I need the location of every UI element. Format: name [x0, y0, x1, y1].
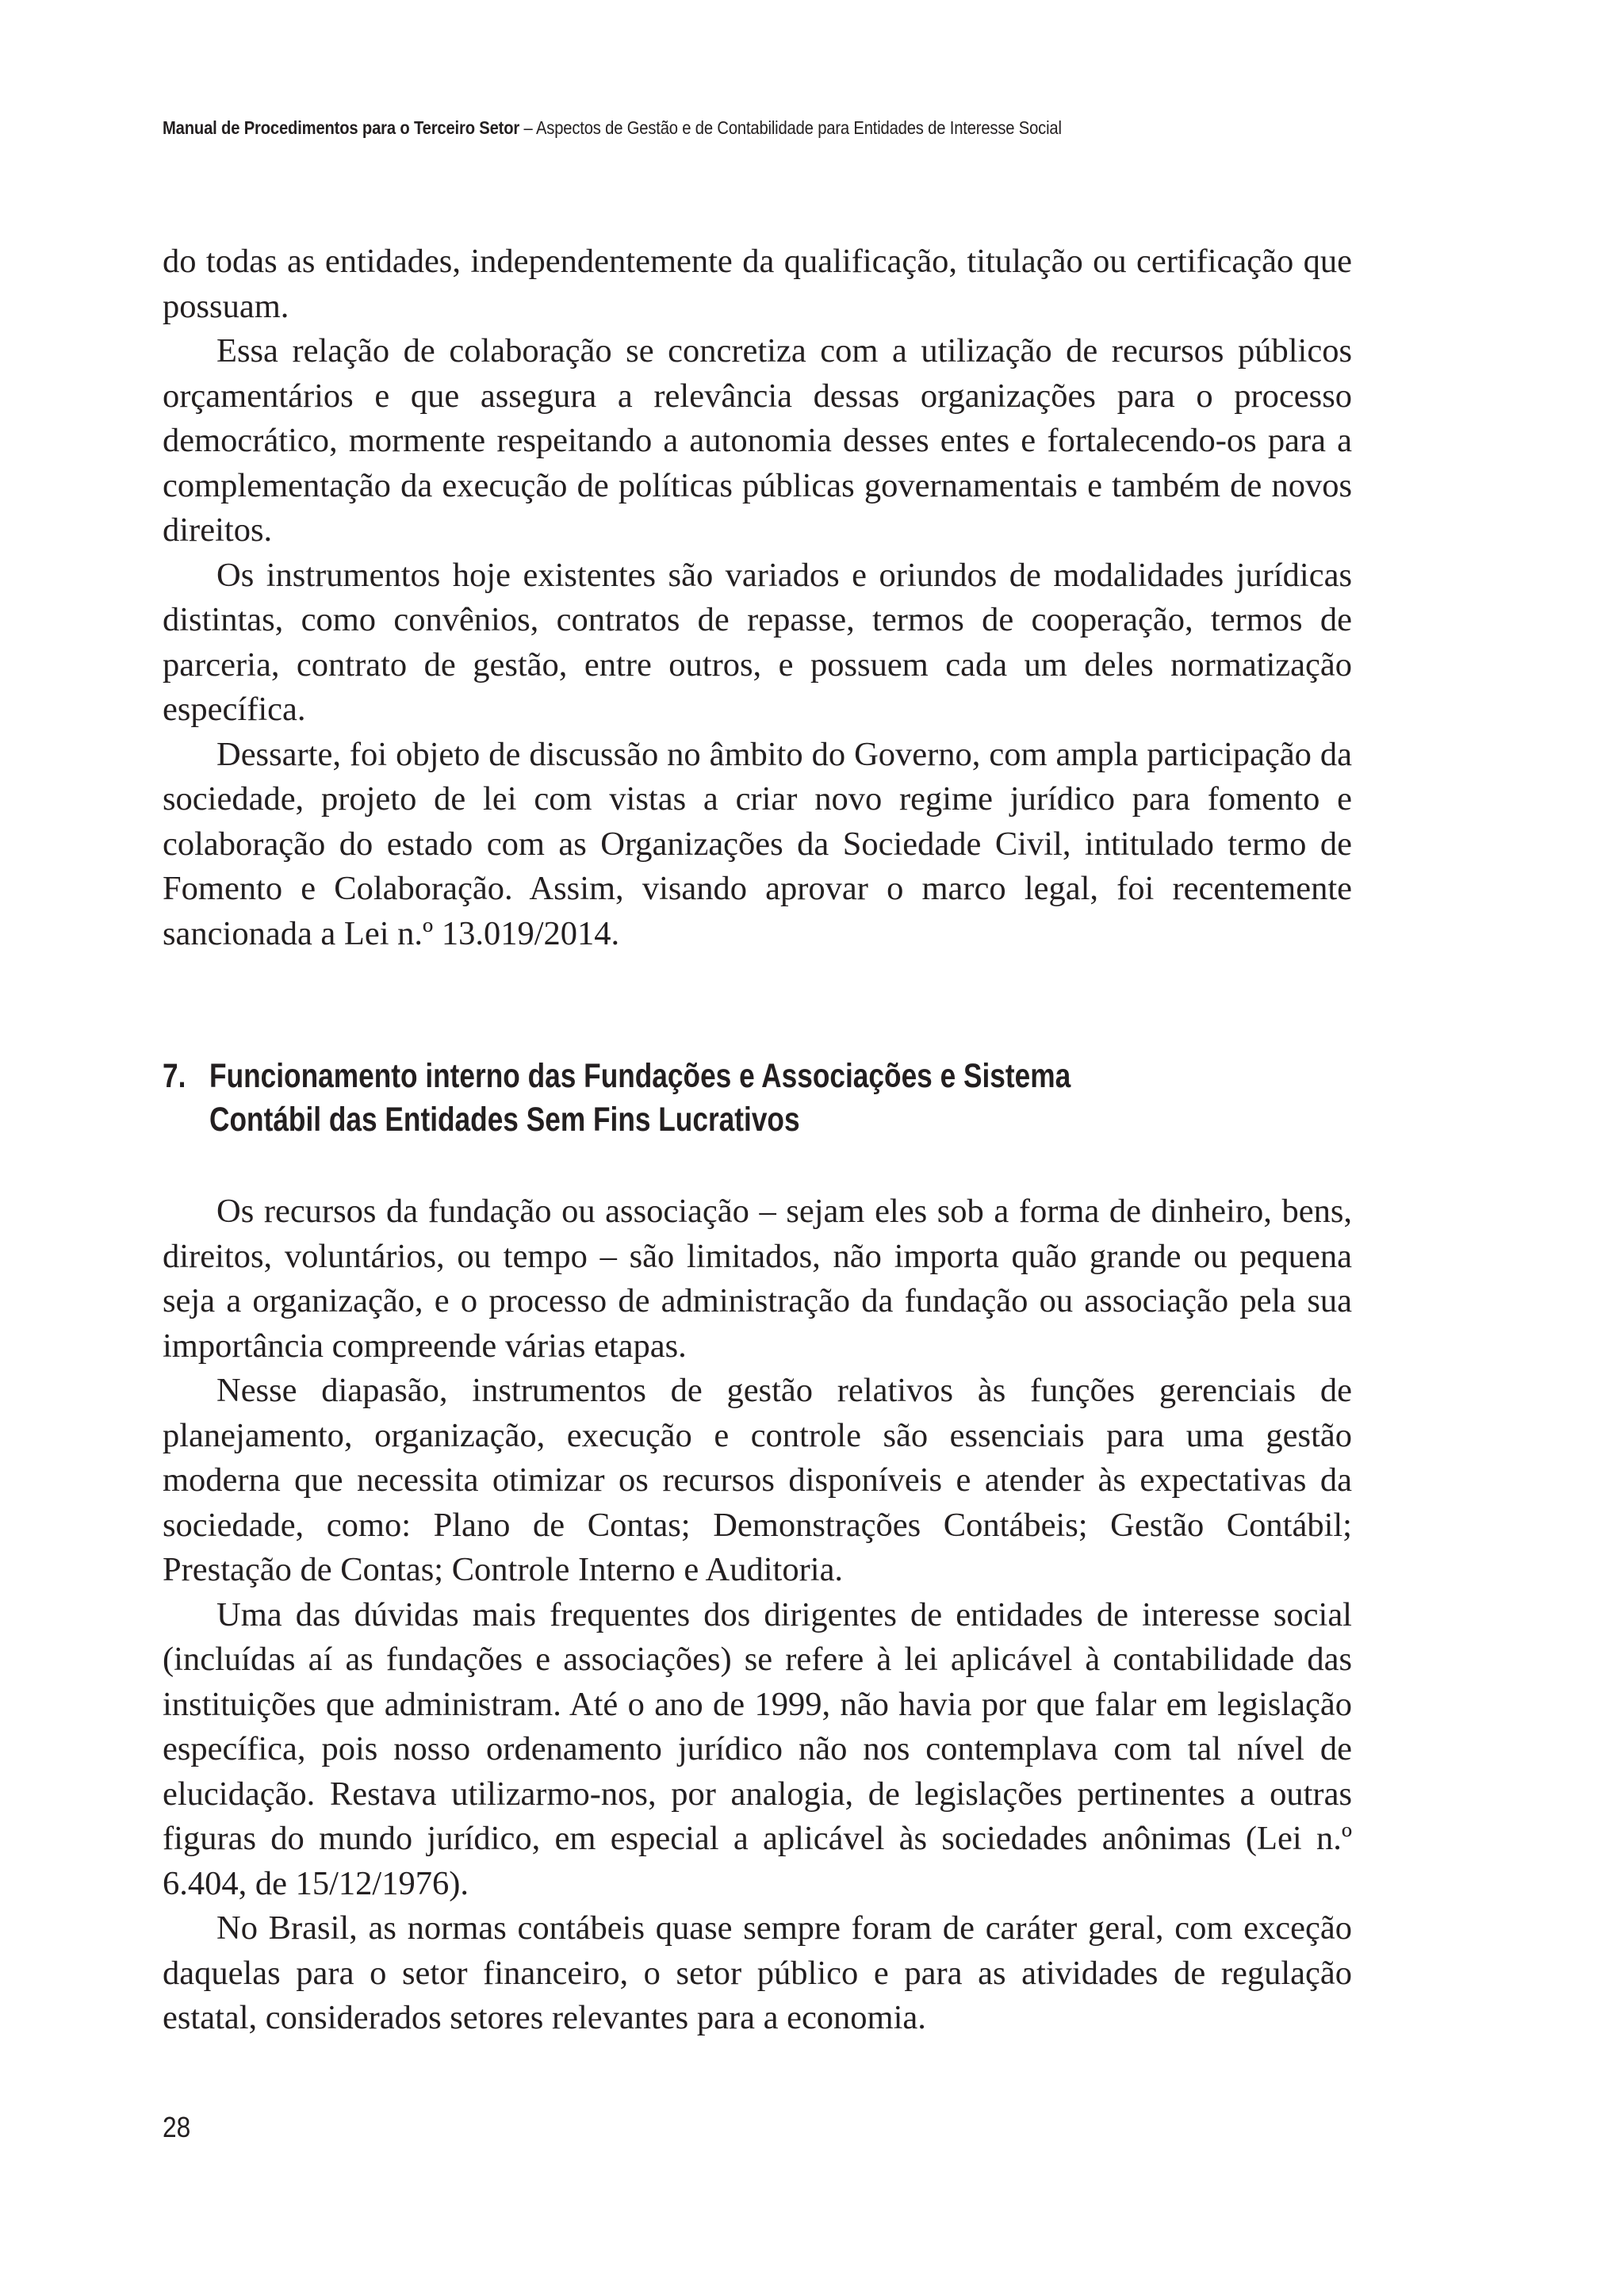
- paragraph: No Brasil, as normas contábeis quase sempre foram de caráter geral, com exceção daquelas para o setor financeiro, o setor público e para as atividades de regulação estatal, considerados setores relevantes para a economia.: [163, 1909, 1352, 2036]
- paragraph: Essa relação de colaboração se concretiza com a utilização de recursos públicos orçamentários e que assegura a relevância dessas organizações para o processo democrático, mormente respeitando a autonomia desses entes e fortalecendo-os para a complementação da execução de políticas públicas governamentais e também de novos direitos.: [163, 332, 1352, 549]
- header-subtitle: – Aspectos de Gestão e de Contabilidade para Entidades de Interesse Social: [519, 117, 1062, 138]
- section-heading: [163, 1055, 1177, 1142]
- paragraph: Uma das dúvidas mais frequentes dos dirigentes de entidades de interesse social (incluídas aí as fundações e associações) se refere à lei aplicável à contabilidade das instituições que administram. Até o ano de 1999, não havia por que falar em legislação específica, pois nosso ordenamento jurídico não nos contemplava com tal nível de elucidação. Restava utilizarmo-nos, por analogia, de legislações pertinentes a outras figuras do mundo jurídico, em especial a aplicável às sociedades anônimas (Lei n.º 6.404, de 15/12/1976).: [163, 1595, 1352, 1902]
- body-text-top: [163, 239, 1352, 956]
- paragraph: Os recursos da fundação ou associação – sejam eles sob a forma de dinheiro, bens, direitos, voluntários, ou tempo – são limitados, não importa quão grande ou pequena seja a organização, e o processo de administração da fundação ou associação pela sua importância compreende várias etapas.: [163, 1193, 1352, 1365]
- section-title: Funcionamento interno das Fundações e Associações e Sistema Contábil das Entidades Sem Fins Lucrativos: [209, 1057, 1071, 1139]
- running-header: [163, 117, 1281, 139]
- section-number: 7.: [163, 1057, 186, 1095]
- header-book-title: Manual de Procedimentos para o Terceiro Setor: [163, 117, 520, 138]
- paragraph: do todas as entidades, independentemente da qualificação, titulação ou certificação que possuam.: [163, 243, 1352, 325]
- paragraph: Os instrumentos hoje existentes são variados e oriundos de modalidades jurídicas distintas, como convênios, contratos de repasse, termos de cooperação, termos de parceria, contrato de gestão, entre outros, e possuem cada um deles normatização específica.: [163, 556, 1352, 728]
- paragraph: Dessarte, foi objeto de discussão no âmbito do Governo, com ampla participação da sociedade, projeto de lei com vistas a criar novo regime jurídico para fomento e colaboração do estado com as Organizações da Sociedade Civil, intitulado termo de Fomento e Colaboração. Assim, visando aprovar o marco legal, foi recentemente sancionada a Lei n.º 13.019/2014.: [163, 735, 1352, 952]
- body-text-bottom: [163, 1189, 1352, 2041]
- page-number: 28: [163, 2111, 191, 2143]
- paragraph: Nesse diapasão, instrumentos de gestão relativos às funções gerenciais de planejamento, organização, execução e controle são essenciais para uma gestão moderna que necessita otimizar os recursos disponíveis e atender às expectativas da sociedade, como: Plano de Contas; Demonstrações Contábeis; Gestão Contábil; Prestação de Contas; Controle Interno e Auditoria.: [163, 1372, 1352, 1588]
